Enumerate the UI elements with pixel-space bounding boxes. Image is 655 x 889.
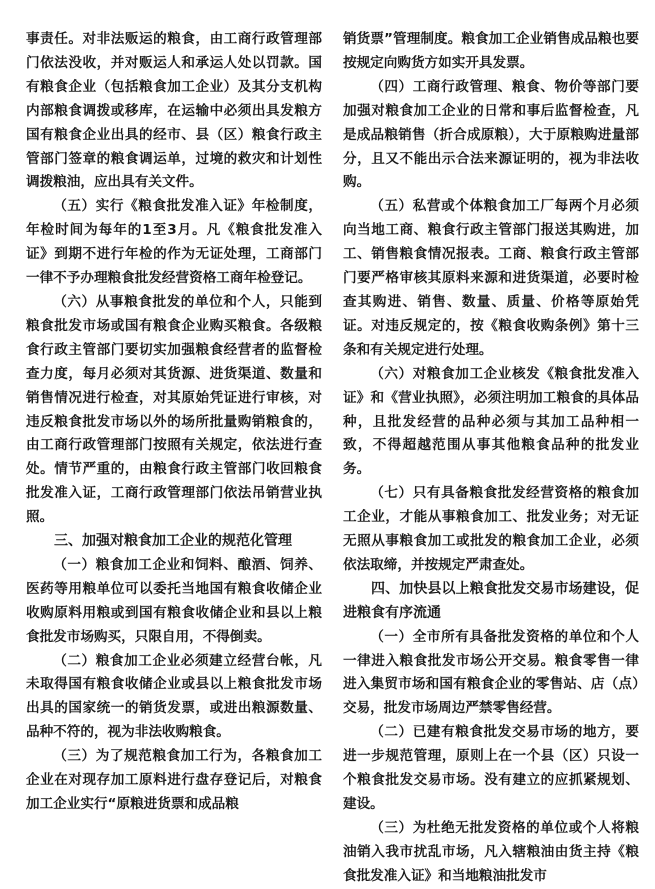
left-paragraph-1: 事责任。对非法贩运的粮食，由工商行政管理部门依法没收，并对贩运人和承运人处以罚款。国有粮食企业（包括粮食加工企业）及其分支机构内部粮食调拨或移库，在运输中必须出具发粮方国有粮食企业出具的经市、县（区）粮食行政主管部门签章的粮食调运单，过境的救灾和计划性调拨粮油，应出具有关文件。 (26, 31, 322, 191)
left-column (26, 28, 322, 889)
right-paragraph-6: （一）全市所有具备批发资格的单位和个人一律进入粮食批发市场公开交易。粮食零售一律进入集贸市场和国有粮食企业的零售站、店（点）交易，批发市场周边严禁零售经营。 (343, 628, 639, 717)
section-heading-3: 三、加强对粮食加工企业的规范化管理 (54, 533, 292, 550)
left-paragraph-2: （五）实行《粮食批发准入证》年检制度，年检时间为每年的1至3月。凡《粮食批发准入证》到期不进行年检的作为无证处理，工商部门一律不予办理粮食批发经营资格工商年检登记。 (26, 198, 322, 287)
two-column-body (26, 28, 639, 889)
right-paragraph-5: （七）只有具备粮食批发经营资格的粮食加工企业，才能从事粮食加工、批发业务；对无证无照从事粮食加工或批发的粮食加工企业，必须依法取缔，并按规定严肃查处。 (343, 485, 639, 573)
left-paragraph-6: （三）为了规范粮食加工行为，各粮食加工企业在对现存加工原料进行盘存登记后，对粮食加工企业实行“原粮进货票和成品粮 (26, 748, 322, 812)
section-heading-4: 四、加快县以上粮食批发交易市场建设，促进粮食有序流通 (343, 580, 639, 621)
right-paragraph-3: （五）私营或个体粮食加工厂每两个月必须向当地工商、粮食行政主管部门报送其购进，加工、销售粮食情况报表。工商、粮食行政主管部门要严格审核其原料来源和进货渠道，必要时检查其购进、销售、数量、质量、价格等原始凭证。对违反规定的，按《粮食收购条例》第十三条和有关规定进行处理。 (343, 198, 639, 358)
left-paragraph-5: （二）粮食加工企业必须建立经营台帐，凡未取得国有粮食收储企业或县以上粮食批发市场出具的国家统一的销货发票，或进出粮源数量、品种不符的，视为非法收购粮食。 (26, 652, 322, 741)
right-paragraph-4: （六）对粮食加工企业核发《粮食批发准入证》和《营业执照》，必须注明加工粮食的具体品种，且批发经营的品种必须与其加工品种相一致，不得超越范围从事其他粮食品种的批发业务。 (343, 365, 639, 478)
right-paragraph-1: 销货票”管理制度。粮食加工企业销售成品粮也要按规定向购货方如实开具发票。 (343, 31, 639, 71)
right-paragraph-8: （三）为杜绝无批发资格的单位或个人将粮油销入我市扰乱市场，凡入辖粮油由货主持《粮食批发准入证》和当地粮油批发市 (343, 819, 639, 884)
left-paragraph-4: （一）粮食加工企业和饲料、酿酒、饲养、医药等用粮单位可以委托当地国有粮食收储企业收购原料用粮或到国有粮食收储企业和县以上粮食批发市场购买，只限自用，不得倒卖。 (26, 556, 322, 645)
right-paragraph-7: （二）已建有粮食批发交易市场的地方，要进一步规范管理，原则上在一个县（区）只设一个粮食批发交易市场。没有建立的应抓紧规划、建设。 (343, 724, 639, 812)
left-paragraph-3: （六）从事粮食批发的单位和个人，只能到粮食批发市场或国有粮食企业购买粮食。各级粮食行政主管部门要切实加强粮食经营者的监督检查力度，每月必须对其货源、进货渠道、数量和销售情况进行检查，对其原始凭证进行审核，对违反粮食批发市场以外的场所批量购销粮食的，由工商行政管理部门按照有关规定，依法进行查处。情节严重的，由粮食行政主管部门收回粮食批发准入证，工商行政管理部门依法吊销营业执照。 (26, 293, 322, 526)
right-paragraph-2: （四）工商行政管理、粮食、物价等部门要加强对粮食加工企业的日常和事后监督检查，凡是成品粮销售（折合成原粮），大于原粮购进量部分，且又不能出示合法来源证明的，视为非法收购。 (343, 78, 639, 191)
right-column (343, 28, 639, 889)
